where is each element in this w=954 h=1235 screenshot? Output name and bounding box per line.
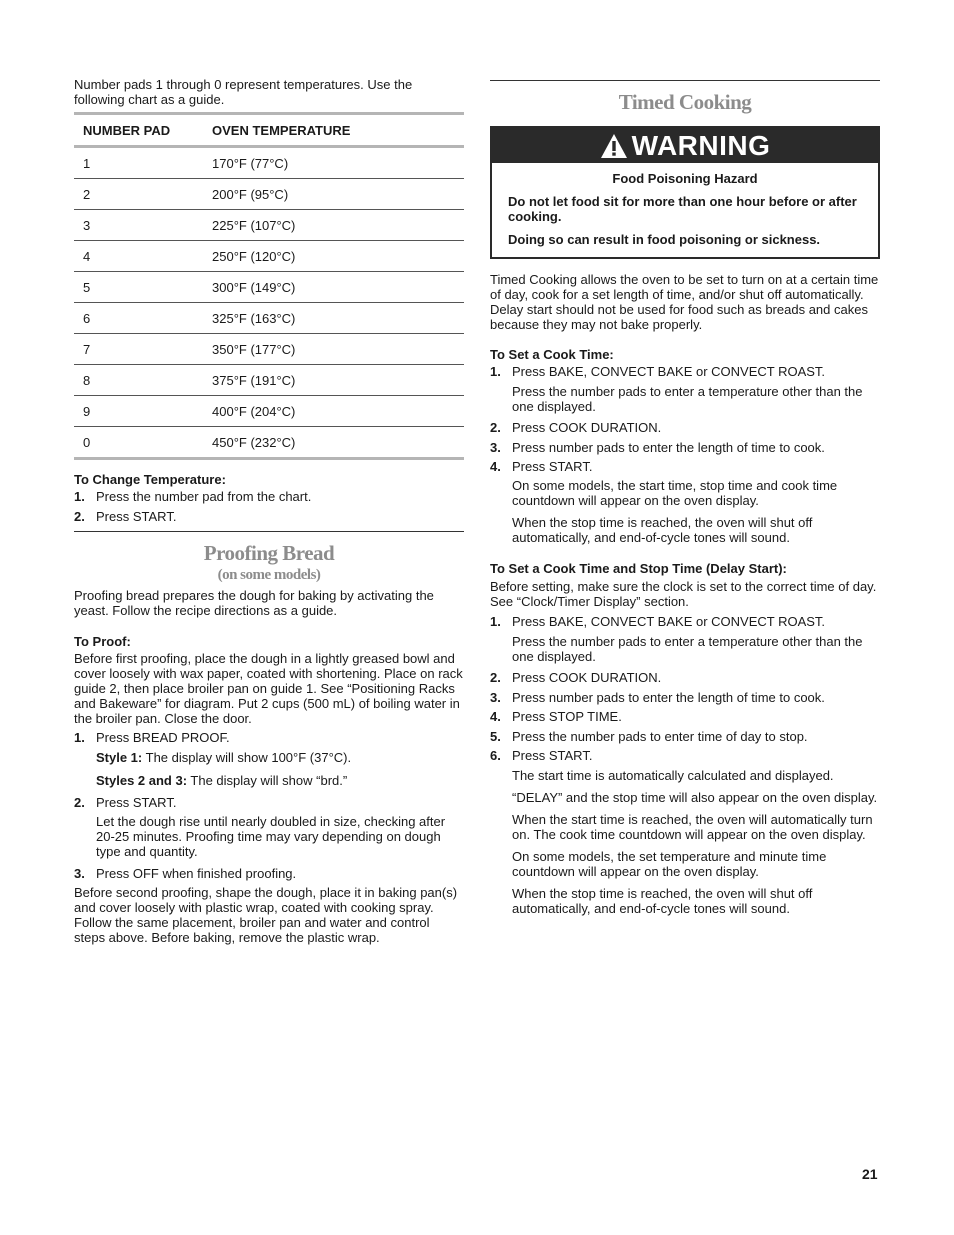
- step-number: 6.: [490, 748, 501, 763]
- step-detail: On some models, the set temperature and minute time countdown will appear on the oven display.: [512, 849, 827, 879]
- step-text: Press COOK DURATION.: [512, 420, 662, 435]
- oven-temperature-cell: 350°F (177°C): [203, 334, 464, 365]
- step-detail: When the start time is reached, the oven will automatically turn on. The cook time countdown will appear on the oven display.: [512, 812, 873, 842]
- to-proof-heading: To Proof:: [74, 634, 131, 649]
- style-23-label: Styles 2 and 3:: [96, 773, 188, 788]
- cook-time-heading: To Set a Cook Time:: [490, 347, 614, 362]
- proof-steps: [74, 730, 464, 881]
- proofing-intro: Proofing bread prepares the dough for baking by activating the yeast. Follow the recipe directions as a guide.: [74, 588, 434, 618]
- list-item: [490, 459, 880, 545]
- number-pad-cell: 8: [74, 365, 203, 396]
- style-23-text: The display will show “brd.”: [187, 773, 348, 788]
- style-1-text: The display will show 100°F (37°C).: [142, 750, 352, 765]
- list-item: [490, 420, 880, 435]
- step-number: 2.: [74, 509, 85, 524]
- number-pad-cell: 0: [74, 427, 203, 459]
- step-number: 1.: [490, 614, 501, 629]
- list-item: [74, 795, 464, 859]
- list-item: [490, 440, 880, 455]
- step-number: 2.: [490, 670, 501, 685]
- list-item: [490, 748, 880, 916]
- step-text: Press BREAD PROOF.: [96, 730, 230, 745]
- oven-temperature-cell: 450°F (232°C): [203, 427, 464, 459]
- step-number: 3.: [74, 866, 85, 881]
- table-row: [74, 303, 464, 334]
- table-row: [74, 241, 464, 272]
- hazard-title: Food Poisoning Hazard: [612, 171, 758, 186]
- step-text: Press STOP TIME.: [512, 709, 622, 724]
- step-text: Press the number pads to enter time of day to stop.: [512, 729, 808, 744]
- list-item: [490, 670, 880, 685]
- style-1-label: Style 1:: [96, 750, 143, 765]
- step-number: 4.: [490, 459, 501, 474]
- list-item: [490, 364, 880, 414]
- step-detail: When the stop time is reached, the oven will shut off automatically, and end-of-cycle tones will sound.: [512, 515, 813, 545]
- temperature-table: [74, 112, 464, 460]
- style-1-note: [96, 750, 464, 765]
- step-number: 1.: [490, 364, 501, 379]
- table-row: [74, 147, 464, 179]
- oven-temperature-cell: 325°F (163°C): [203, 303, 464, 334]
- step-number: 5.: [490, 729, 501, 744]
- step-number: 4.: [490, 709, 501, 724]
- number-pad-cell: 3: [74, 210, 203, 241]
- step-detail: Press the number pads to enter a temperature other than the one displayed.: [512, 384, 863, 414]
- warning-banner: [492, 128, 878, 163]
- delay-start-heading: To Set a Cook Time and Stop Time (Delay Start):: [490, 561, 787, 576]
- number-pad-cell: 4: [74, 241, 203, 272]
- step-text: Press BAKE, CONVECT BAKE or CONVECT ROAST.: [512, 364, 826, 379]
- delay-start-steps: [490, 614, 880, 916]
- step-number: 1.: [74, 489, 85, 504]
- step-number: 2.: [490, 420, 501, 435]
- step-text: Press BAKE, CONVECT BAKE or CONVECT ROAST.: [512, 614, 826, 629]
- number-pad-cell: 1: [74, 147, 203, 179]
- step-detail: Let the dough rise until nearly doubled in size, checking after 20-25 minutes. Proofing time may vary depending on dough type and quantity.: [96, 814, 446, 859]
- style-23-note: [96, 773, 464, 788]
- number-pad-cell: 5: [74, 272, 203, 303]
- warning-body: [492, 163, 878, 257]
- step-number: 3.: [490, 440, 501, 455]
- list-item: [74, 489, 464, 504]
- list-item: [490, 690, 880, 705]
- temperature-table-body: [74, 147, 464, 459]
- proofing-title: Proofing Bread: [203, 541, 335, 565]
- warning-triangle-icon: [600, 133, 628, 159]
- column-header-oven-temperature: OVEN TEMPERATURE: [203, 114, 464, 147]
- timed-cooking-intro: Timed Cooking allows the oven to be set to turn on at a certain time of day, cook for a set length of time, and/or shut off automatically. Delay start should not be used for food such as breads and cakes because they may not bake properly.: [490, 272, 879, 332]
- step-detail: On some models, the start time, stop time and cook time countdown will appear on the oven display.: [512, 478, 838, 508]
- table-row: [74, 210, 464, 241]
- step-number: 1.: [74, 730, 85, 745]
- oven-temperature-cell: 300°F (149°C): [203, 272, 464, 303]
- list-item: [74, 730, 464, 788]
- table-row: [74, 396, 464, 427]
- warning-word: WARNING: [631, 130, 771, 161]
- list-item: [74, 509, 464, 524]
- oven-temperature-cell: 170°F (77°C): [203, 147, 464, 179]
- delay-start-intro: Before setting, make sure the clock is set to the correct time of day. See “Clock/Timer Display” section.: [490, 579, 877, 609]
- warning-line-1: Do not let food sit for more than one hour before or after cooking.: [508, 194, 857, 224]
- step-text: Press START.: [96, 795, 177, 810]
- timed-cooking-title: Timed Cooking: [618, 90, 752, 114]
- warning-box: [490, 126, 880, 259]
- step-number: 2.: [74, 795, 85, 810]
- column-header-number-pad: NUMBER PAD: [74, 114, 203, 147]
- step-detail: When the stop time is reached, the oven will shut off automatically, and end-of-cycle tones will sound.: [512, 886, 813, 916]
- step-text: Press START.: [512, 748, 593, 763]
- change-temperature-heading: To Change Temperature:: [74, 472, 226, 487]
- oven-temperature-cell: 375°F (191°C): [203, 365, 464, 396]
- table-row: [74, 179, 464, 210]
- oven-temperature-cell: 200°F (95°C): [203, 179, 464, 210]
- number-pad-cell: 6: [74, 303, 203, 334]
- to-proof-text: Before first proofing, place the dough in a lightly greased bowl and cover loosely with wax paper, coated with shortening. Place on rack guide 2, then place broiler pan on guide 1. See “Positioning Racks and Bakeware” for diagram. Put 2 cups (500 mL) of boiling water in the broiler pan. Close the door.: [74, 651, 463, 726]
- list-item: [490, 614, 880, 664]
- list-item: [490, 729, 880, 744]
- section-divider: [74, 531, 464, 532]
- oven-temperature-cell: 225°F (107°C): [203, 210, 464, 241]
- step-detail: The start time is automatically calculated and displayed.: [512, 768, 834, 783]
- change-temperature-section: [74, 472, 464, 524]
- number-pad-cell: 2: [74, 179, 203, 210]
- table-row: [74, 427, 464, 459]
- step-detail: “DELAY” and the stop time will also appear on the oven display.: [512, 790, 878, 805]
- step-number: 3.: [490, 690, 501, 705]
- list-item: [490, 709, 880, 724]
- cook-time-steps: [490, 364, 880, 545]
- step-text: Press number pads to enter the length of time to cook.: [512, 690, 825, 705]
- proofing-closing: Before second proofing, shape the dough, place it in baking pan(s) and cover loosely with plastic wrap, coated with cooking spray. Follow the same placement, broiler pan and water and control steps above. Before baking, remove the plastic wrap.: [74, 885, 458, 945]
- list-item: [74, 866, 464, 881]
- step-text: Press number pads to enter the length of time to cook.: [512, 440, 825, 455]
- table-header-row: [74, 114, 464, 147]
- step-text: Press COOK DURATION.: [512, 670, 662, 685]
- warning-line-2: Doing so can result in food poisoning or sickness.: [508, 232, 821, 247]
- table-row: [74, 365, 464, 396]
- section-divider: [490, 80, 880, 81]
- table-row: [74, 272, 464, 303]
- step-text: Press the number pad from the chart.: [96, 489, 312, 504]
- step-detail: Press the number pads to enter a temperature other than the one displayed.: [512, 634, 863, 664]
- table-row: [74, 334, 464, 365]
- step-text: Press OFF when finished proofing.: [96, 866, 297, 881]
- page-number: 21: [862, 1166, 878, 1182]
- number-pad-cell: 9: [74, 396, 203, 427]
- proofing-subtitle: (on some models): [217, 567, 321, 583]
- step-text: Press START.: [512, 459, 593, 474]
- oven-temperature-cell: 250°F (120°C): [203, 241, 464, 272]
- number-pad-cell: 7: [74, 334, 203, 365]
- oven-temperature-cell: 400°F (204°C): [203, 396, 464, 427]
- temperature-intro: Number pads 1 through 0 represent temperatures. Use the following chart as a guide.: [74, 77, 413, 107]
- step-text: Press START.: [96, 509, 177, 524]
